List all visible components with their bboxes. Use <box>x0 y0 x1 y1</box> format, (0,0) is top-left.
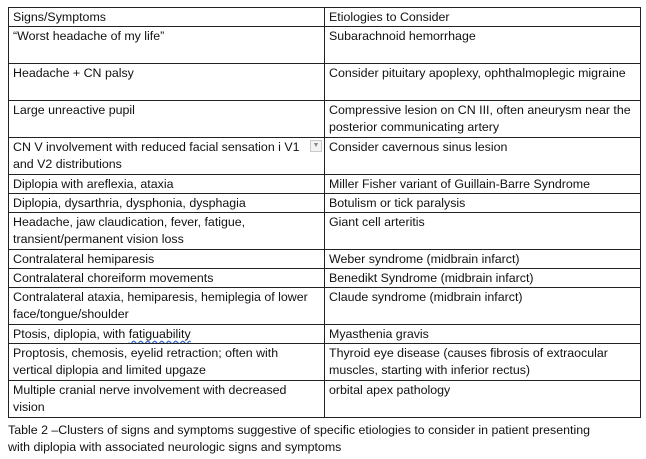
etiology-cell: orbital apex pathology <box>325 381 641 418</box>
sign-cell <box>9 325 325 344</box>
table-row <box>9 213 641 250</box>
sign-cell: Contralateral ataxia, hemiparesis, hemiplegia of lower face/tongue/shoulder <box>9 288 325 325</box>
table-row <box>9 344 641 381</box>
table-row <box>9 64 641 101</box>
table-row <box>9 269 641 288</box>
table-row <box>9 101 641 138</box>
sign-cell <box>9 138 325 175</box>
table-row <box>9 138 641 175</box>
sign-text: Ptosis, diplopia, with <box>13 327 129 341</box>
etiology-cell: Claude syndrome (midbrain infarct) <box>325 288 641 325</box>
etiology-cell: Compressive lesion on CN III, often aneurysm near the posterior communicating artery <box>325 101 641 138</box>
sign-text: CN V involvement with reduced facial sensation i V1 and V2 distributions <box>13 140 300 171</box>
table-row <box>9 27 641 64</box>
document-page <box>8 7 640 456</box>
etiology-cell: Benedikt Syndrome (midbrain infarct) <box>325 269 641 288</box>
signs-etiologies-table <box>8 7 641 418</box>
header-etiologies: Etiologies to Consider <box>325 8 641 27</box>
sign-cell: Contralateral choreiform movements <box>9 269 325 288</box>
sign-cell: Multiple cranial nerve involvement with decreased vision <box>9 381 325 418</box>
etiology-cell: Consider pituitary apoplexy, ophthalmoplegic migraine <box>325 64 641 101</box>
sign-cell: Contralateral hemiparesis <box>9 250 325 269</box>
etiology-cell: Giant cell arteritis <box>325 213 641 250</box>
table-row <box>9 175 641 194</box>
etiology-cell: Weber syndrome (midbrain infarct) <box>325 250 641 269</box>
sign-cell: “Worst headache of my life” <box>9 27 325 64</box>
table-row <box>9 325 641 344</box>
table-header-row <box>9 8 641 27</box>
table-row <box>9 250 641 269</box>
table-caption: Table 2 –Clusters of signs and symptoms suggestive of specific etiologies to consider in patient presenting with diplopia with associated neurologic signs and symptoms <box>8 423 590 454</box>
sign-cell: Headache, jaw claudication, fever, fatigue, transient/permanent vision loss <box>9 213 325 250</box>
table-row <box>9 381 641 418</box>
etiology-cell: Thyroid eye disease (causes fibrosis of extraocular muscles, starting with inferior rectus) <box>325 344 641 381</box>
spellcheck-flagged-word[interactable]: fatiguability <box>128 327 191 341</box>
autocorrect-dropdown-icon[interactable]: ▼ <box>310 140 322 152</box>
table-row <box>9 288 641 325</box>
etiology-cell: Subarachnoid hemorrhage <box>325 27 641 64</box>
etiology-cell: Consider cavernous sinus lesion <box>325 138 641 175</box>
etiology-cell: Myasthenia gravis <box>325 325 641 344</box>
table-row <box>9 194 641 213</box>
sign-cell: Proptosis, chemosis, eyelid retraction; often with vertical diplopia and limited upgaze <box>9 344 325 381</box>
sign-cell: Headache + CN palsy <box>9 64 325 101</box>
sign-cell: Large unreactive pupil <box>9 101 325 138</box>
sign-cell: Diplopia, dysarthria, dysphonia, dysphagia <box>9 194 325 213</box>
header-signs-symptoms: Signs/Symptoms <box>9 8 325 27</box>
sign-cell: Diplopia with areflexia, ataxia <box>9 175 325 194</box>
etiology-cell: Botulism or tick paralysis <box>325 194 641 213</box>
etiology-cell: Miller Fisher variant of Guillain-Barre Syndrome <box>325 175 641 194</box>
